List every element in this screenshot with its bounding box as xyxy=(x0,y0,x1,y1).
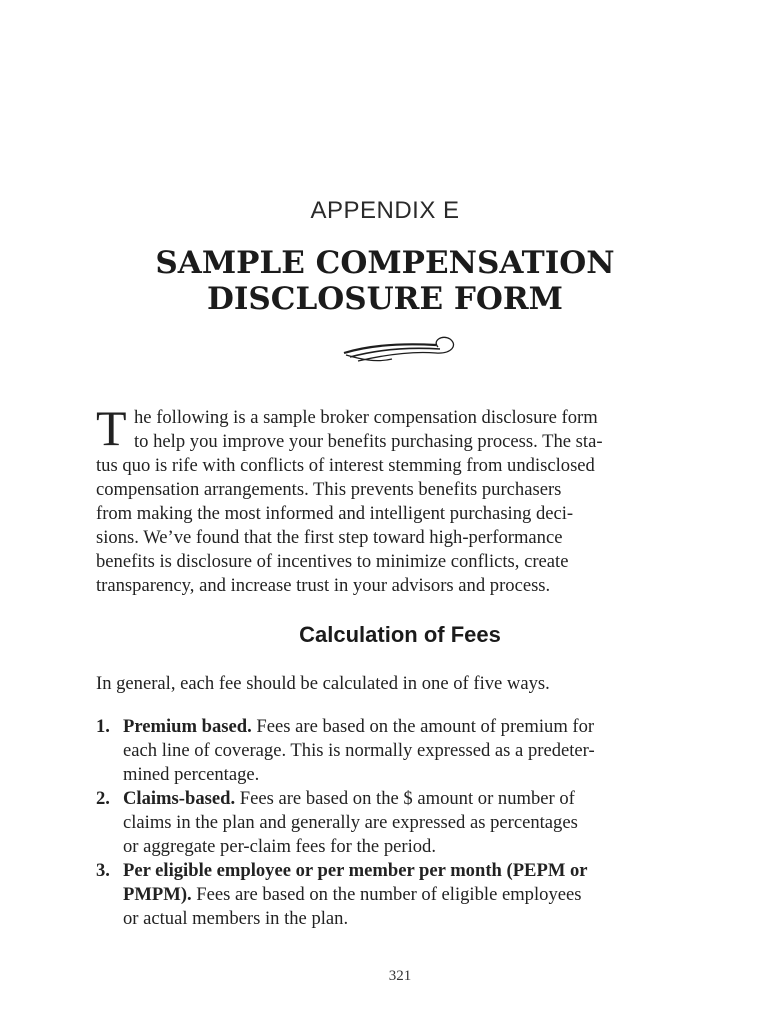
list-row xyxy=(123,883,708,907)
drop-cap: T xyxy=(96,400,127,456)
appendix-label: APPENDIX E xyxy=(310,197,460,224)
intro-line: from making the most informed and intelligent purchasing deci- xyxy=(96,503,574,524)
section-heading: Calculation of Fees xyxy=(299,622,501,647)
intro-line: tus quo is rife with conflicts of interest stemming from undisclosed xyxy=(96,455,595,476)
list-item xyxy=(96,715,708,787)
intro-line: benefits is disclosure of incentives to minimize conflicts, create xyxy=(96,551,569,572)
title-line-2: DISCLOSURE FORM xyxy=(207,281,563,317)
list-text: Fees are based on the number of eligible employees xyxy=(191,884,582,905)
flourish-ornament-icon xyxy=(340,333,460,369)
intro-line: compensation arrangements. This prevents benefits purchasers xyxy=(96,479,562,500)
intro-line: to help you improve your benefits purchasing process. The sta- xyxy=(134,431,603,452)
intro-paragraph xyxy=(96,400,706,598)
list-item xyxy=(96,787,708,859)
list-text: Fees are based on the amount of premium for xyxy=(251,716,595,737)
list-row: or actual members in the plan. xyxy=(123,908,349,929)
list-row: or aggregate per-claim fees for the period. xyxy=(123,836,436,857)
list-row: claims in the plan and generally are expressed as percentages xyxy=(123,812,578,833)
list-term: Per eligible employee or per member per month (PEPM or xyxy=(123,860,588,881)
intro-line: he following is a sample broker compensation disclosure form xyxy=(134,407,598,428)
list-row xyxy=(123,859,708,883)
section-lead: In general, each fee should be calculated in one of five ways. xyxy=(96,673,550,694)
title-line-1: SAMPLE COMPENSATION xyxy=(155,245,615,281)
page-number: 321 xyxy=(388,968,412,984)
list-number: 3. xyxy=(96,860,110,881)
intro-line: sions. We’ve found that the first step toward high-performance xyxy=(96,527,563,548)
page-title xyxy=(0,245,770,317)
intro-line: transparency, and increase trust in your advisors and process. xyxy=(96,575,551,596)
list-term: Claims-based. xyxy=(123,788,236,809)
list-text: Fees are based on the $ amount or number of xyxy=(235,788,575,809)
fee-method-list xyxy=(96,715,708,931)
list-row xyxy=(123,787,708,811)
list-row: mined percentage. xyxy=(123,764,260,785)
list-row xyxy=(123,715,708,739)
list-number: 1. xyxy=(96,716,110,737)
list-term: PMPM). xyxy=(123,884,192,905)
list-item xyxy=(96,859,708,931)
list-term: Premium based. xyxy=(123,716,252,737)
list-number: 2. xyxy=(96,788,110,809)
list-row: each line of coverage. This is normally expressed as a predeter- xyxy=(123,740,595,761)
